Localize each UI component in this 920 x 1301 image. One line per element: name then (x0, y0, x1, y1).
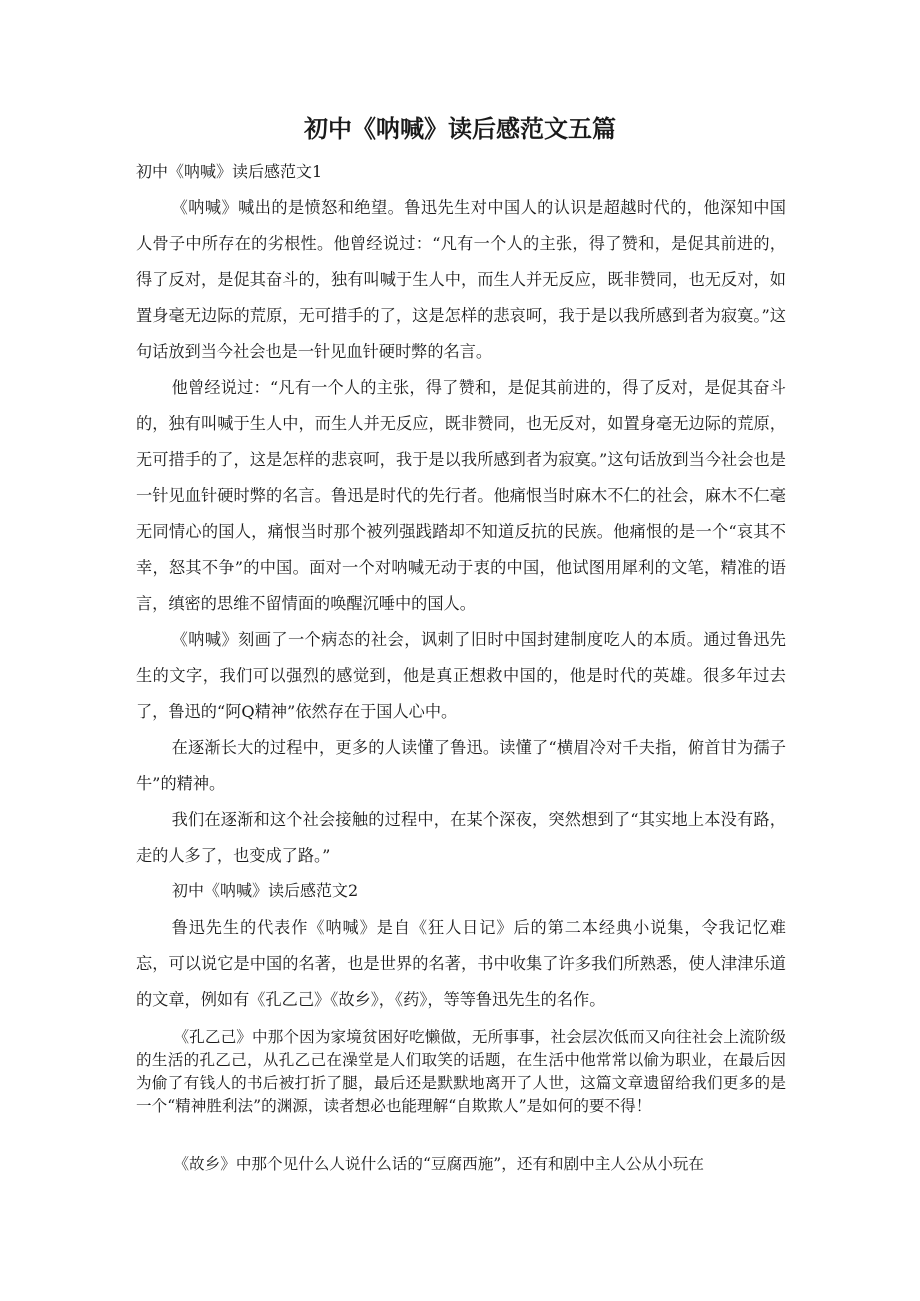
document-title: 初中《呐喊》读后感范文五篇 (304, 115, 616, 143)
paragraph: 《故乡》中那个见什么人说什么话的“豆腐西施”，还有和剧中主人公从小玩在 (173, 1155, 704, 1173)
paragraph: 在逐渐长大的过程中，更多的人读懂了鲁迅。读懂了“横眉冷对千夫指，俯首甘为孺子牛”的精神。 (136, 738, 786, 793)
paragraph: 鲁迅先生的代表作《呐喊》是自《狂人日记》后的第二本经典小说集，令我记忆难忘，可以说它是中国的名著，也是世界的名著，书中收集了许多我们所熟悉，使人津津乐道的文章，例如有《孔乙己》《故乡》，《药》，等等鲁迅先生的名作。 (136, 918, 786, 1009)
paragraph: 《呐喊》刻画了一个病态的社会，讽刺了旧时中国封建制度吃人的本质。通过鲁迅先生的文字，我们可以强烈的感觉到，他是真正想救中国的，他是时代的英雄。很多年过去了，鲁迅的“阿Q精神”依然存在于国人心中。 (136, 630, 786, 721)
paragraph: 我们在逐渐和这个社会接触的过程中，在某个深夜，突然想到了“其实地上本没有路，走的人多了，也变成了路。” (136, 810, 786, 865)
section-heading-2: 初中《呐喊》读后感范文2 (172, 881, 359, 900)
paragraph: 他曾经说过：“凡有一个人的主张，得了赞和，是促其前进的，得了反对，是促其奋斗的，独有叫喊于生人中，而生人并无反应，既非赞同，也无反对，如置身毫无边际的荒原，无可措手的了，这是怎样的悲哀呵，我于是以我所感到者为寂寞。”这句话放到当今社会也是一针见血针硬时弊的名言。鲁迅是时代的先行者。他痛恨当时麻木不仁的社会，麻木不仁毫无同情心的国人，痛恨当时那个被列强践踏却不知道反抗的民族。他痛恨的是一个“哀其不幸，怒其不争”的中国。面对一个对呐喊无动于衷的中国，他试图用犀利的文笔，精准的语言，缜密的思维不留情面的唤醒沉唾中的国人。 (136, 378, 786, 613)
section-heading-1: 初中《呐喊》读后感范文1 (136, 162, 323, 181)
paragraph: 《孔乙己》中那个因为家境贫困好吃懒做，无所事事，社会层次低而又向往社会上流阶级的生活的孔乙己，从孔乙己在澡堂是人们取笑的话题，在生活中他常常以偷为职业，在最后因为偷了有钱人的书后被打折了腿，最后还是默默地离开了人世，这篇文章遗留给我们更多的是一个“精神胜利法”的渊源，读者想必也能理解“自欺欺人”是如何的要不得！ (136, 1028, 786, 1115)
paragraph: 《呐喊》喊出的是愤怒和绝望。鲁迅先生对中国人的认识是超越时代的，他深知中国人骨子中所存在的劣根性。他曾经说过：“凡有一个人的主张，得了赞和，是促其前进的，得了反对，是促其奋斗的，独有叫喊于生人中，而生人并无反应，既非赞同，也无反对，如置身毫无边际的荒原，无可措手的了，这是怎样的悲哀呵，我于是以我所感到者为寂寞。”这句话放到当今社会也是一针见血针硬时弊的名言。 (136, 198, 786, 361)
